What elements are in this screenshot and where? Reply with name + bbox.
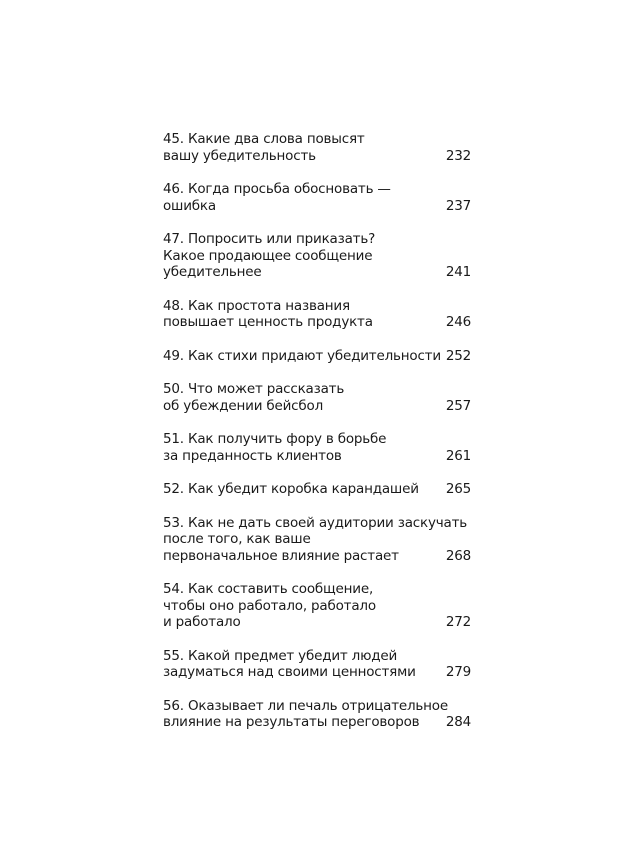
toc-entry-title: 55. Какой предмет убедит людей задуматься над своими ценностями <box>163 647 416 680</box>
toc-page-number: 284 <box>445 714 471 730</box>
table-of-contents <box>163 131 471 731</box>
toc-entry-title: 49. Как стихи придают убедительности <box>163 347 441 364</box>
toc-page-number: 252 <box>445 347 471 364</box>
toc-entry-51[interactable] <box>163 431 471 464</box>
toc-entry-title: 51. Как получить фору в борьбе за преданность клиентов <box>163 431 387 464</box>
toc-entry-title: 56. Оказывает ли печаль отрицательное влияние на результаты переговоров <box>163 697 448 730</box>
toc-entry-title: 46. Когда просьба обосновать — ошибка <box>163 181 391 214</box>
toc-page-number: 257 <box>445 397 471 414</box>
toc-entry-54[interactable] <box>163 581 471 631</box>
toc-page-number: 241 <box>445 264 471 280</box>
toc-entry-48[interactable] <box>163 298 471 331</box>
toc-entry-49[interactable] <box>163 348 471 365</box>
toc-entry-52[interactable] <box>163 481 471 498</box>
toc-entry-title: 45. Какие два слова повысят вашу убедительность <box>163 131 365 164</box>
toc-entry-title: 54. Как составить сообщение, чтобы оно работало, работало и работало <box>163 581 376 630</box>
toc-entry-46[interactable] <box>163 181 471 214</box>
toc-page-number: 268 <box>445 547 471 564</box>
toc-entry-title: 47. Попросить или приказать? Какое продающее сообщение убедительнее <box>163 231 376 280</box>
toc-entry-53[interactable] <box>163 515 471 565</box>
toc-entry-56[interactable] <box>163 698 471 731</box>
toc-page-number: 246 <box>445 314 471 330</box>
toc-page-number: 261 <box>445 447 471 464</box>
toc-entry-50[interactable] <box>163 381 471 414</box>
toc-entry-title: 50. Что может рассказать об убеждении бейсбол <box>163 381 345 414</box>
toc-entry-45[interactable] <box>163 131 471 164</box>
toc-page-number: 265 <box>445 481 471 497</box>
toc-page-number: 237 <box>445 197 471 214</box>
toc-page-number: 272 <box>445 614 471 630</box>
toc-entry-title: 52. Как убедит коробка карандашей <box>163 481 419 497</box>
toc-page-number: 232 <box>445 147 471 164</box>
toc-page-number: 279 <box>445 664 471 680</box>
toc-entry-title: 48. Как простота названия повышает ценность продукта <box>163 297 373 330</box>
toc-entry-title: 53. Как не дать своей аудитории заскучать после того, как ваше первоначальное влияние растает <box>163 514 468 564</box>
toc-entry-55[interactable] <box>163 648 471 681</box>
toc-entry-47[interactable] <box>163 231 471 281</box>
